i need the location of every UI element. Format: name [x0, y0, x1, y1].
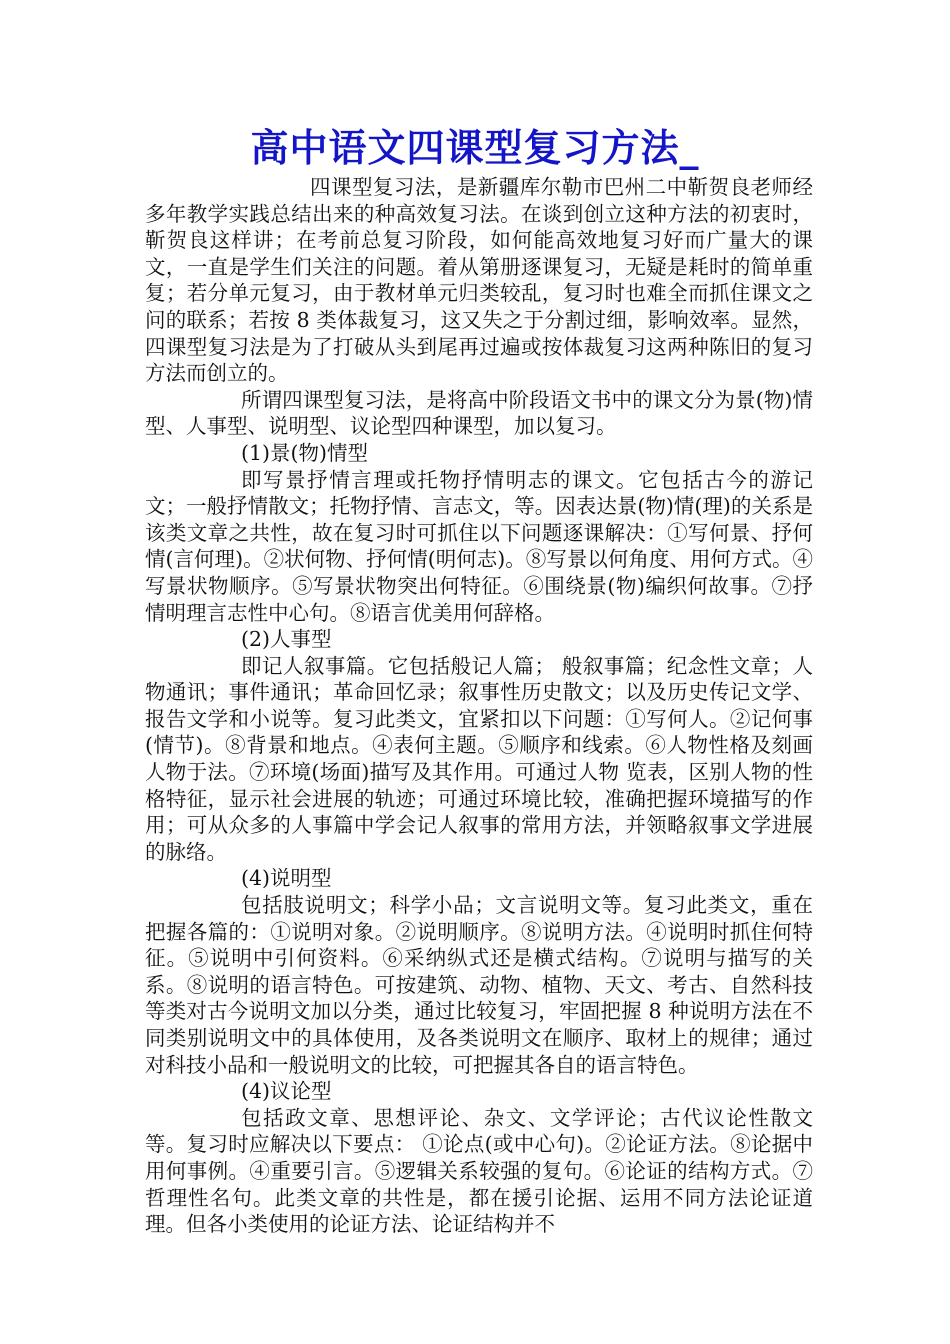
document-title: 高中语文四课型复习方法_ [250, 125, 700, 170]
section-heading-people: (2)人事型 [241, 627, 332, 652]
paragraph-people: 即记人叙事篇。它包括般记人篇； 般叙事篇；纪念性文章；人物通讯；事件通讯；革命回忆录；叙事性历史散文；以及历史传记文学、报告文学和小说等。复习此类文，宜紧扣以下问题：①写何人。②记何事(情节)。⑧背景和地点。④表何主题。⑤顺序和线索。⑥人物性格及刻画人物于法。⑦环境(场面)描写及其作用。可通过人物 览表，区别人物的性格特征，显示社会进展的轨迹；可通过环境比较，准确把握环境描写的作用；可从众多的人事篇中学会记人叙事的常用方法，并领略叙事文学进展的脉络。 [145, 653, 813, 864]
document-body [145, 174, 813, 1238]
section-heading-scenery: (1)景(物)情型 [241, 440, 369, 465]
paragraph-definition: 所谓四课型复习法，是将高中阶段语文书中的课文分为景(物)情型、人事型、说明型、议论型四种课型，加以复习。 [145, 387, 813, 439]
paragraph-intro: 四课型复习法，是新疆库尔勒市巴州二中靳贺良老师经多年教学实践总结出来的种高效复习法。在谈到创立这种方法的初衷时，靳贺良这样讲；在考前总复习阶段，如何能高效地复习好而广量大的课文，一直是学生们关注的问题。着从第册逐课复习，无疑是耗时的简单重复；若分单元复习，由于教材单元归类较乱，复习时也难全而抓住课文之问的联系；若按 8 类体裁复习，这又失之于分割过细，影响效率。显然，四课型复习法是为了打破从头到尾再过遍或按体裁复习这两种陈旧的复习方法而创立的。 [145, 175, 813, 386]
paragraph-expository: 包括肢说明文；科学小品；文言说明文等。复习此类文，重在把握各篇的：①说明对象。②说明顺序。⑧说明方法。④说明时抓住何特征。⑤说明中引何资料。⑥采纳纵式还是横式结构。⑦说明与描写的关系。⑧说明的语言特色。可按建筑、动物、植物、天文、考古、自然科技等类对古今说明文加以分类，通过比较复习，牢固把握 8 种说明方法在不同类别说明文中的具体使用，及各类说明文在顺序、取材上的规律；通过对科技小品和一般说明文的比较，可把握其各自的语言特色。 [145, 893, 813, 1077]
section-heading-expository: (4)说明型 [241, 866, 332, 891]
section-heading-argument: (4)议论型 [241, 1079, 332, 1104]
paragraph-argument: 包括政文章、思想评论、杂文、文学评论；古代议论性散文等。复习时应解决以下要点： ①论点(或中心句)。②论证方法。⑧论据中用何事例。④重要引言。⑤逻辑关系较强的复句。⑥论证的结构方式。⑦哲理性名句。此类文章的共性是，都在援引论据、运用不同方法论证道理。但各小类使用的论证方法、论证结构并不 [145, 1105, 813, 1237]
paragraph-scenery: 即写景抒情言理或托物抒情明志的课文。它包括古今的游记文；一般抒情散文；托物抒情、言志文，等。因表达景(物)情(理)的关系是该类文章之共性，故在复习时可抓住以下问题逐课解决：①写何景、抒何情(言何理)。②状何物、抒何情(明何志)。⑧写景以何角度、用何方式。④写景状物顺序。⑤写景状物突出何特征。⑥围绕景(物)编织何故事。⑦抒情明理言志性中心句。⑧语言优美用何辞格。 [145, 467, 813, 625]
